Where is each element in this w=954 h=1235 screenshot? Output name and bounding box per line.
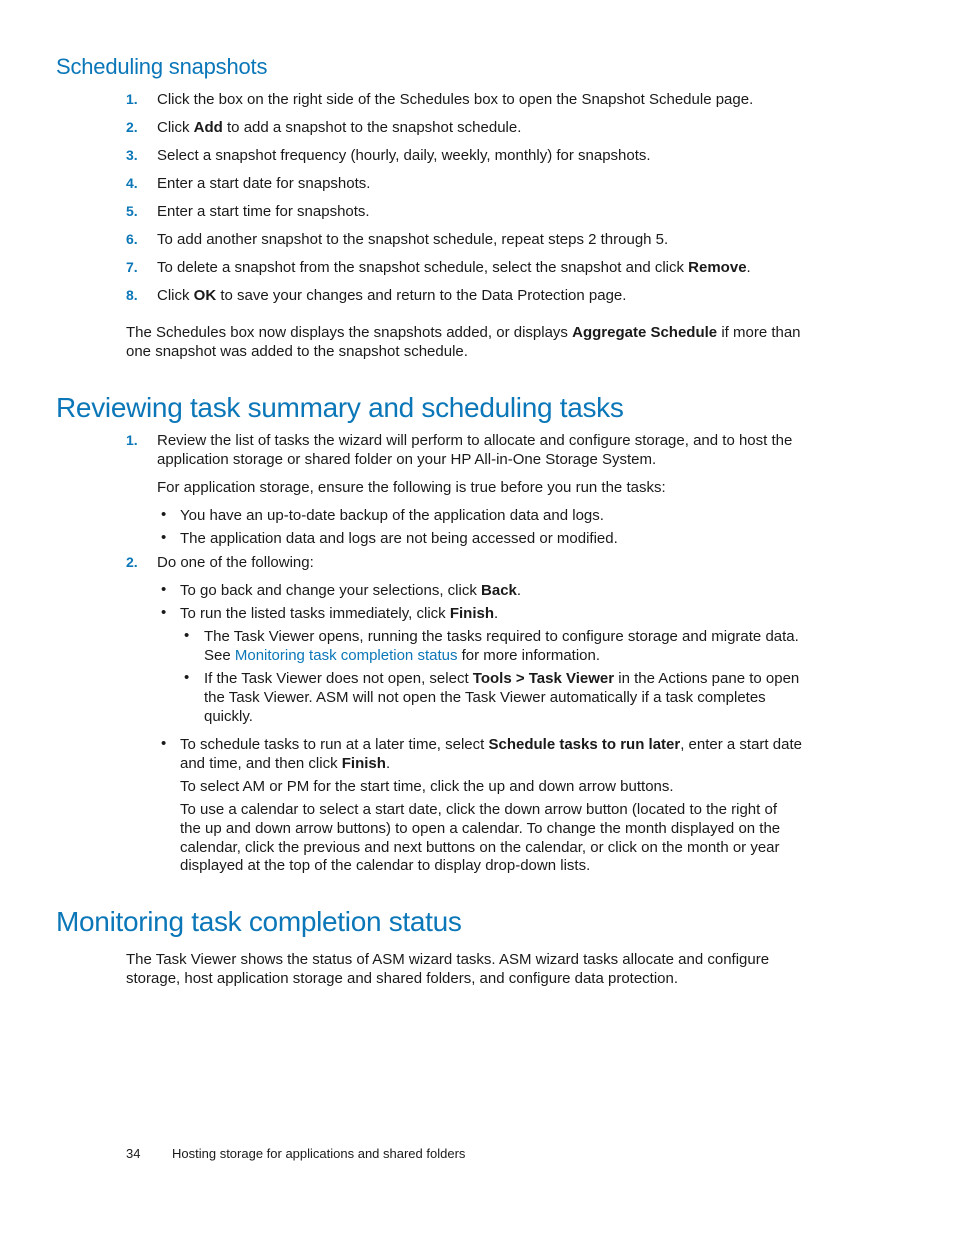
list-item: See Monitoring task completion status for more information.: [204, 647, 601, 664]
paragraph: calendar, click the previous and next buttons on the calendar, or click on the month or year: [180, 839, 780, 856]
step-text: To delete a snapshot from the snapshot schedule, select the snapshot and click Remove.: [157, 259, 751, 276]
list-item: and time, and then click Finish.: [180, 755, 391, 772]
paragraph: storage, host application storage and shared folders, and configure data protection.: [126, 970, 679, 987]
bullet-icon: •: [184, 669, 190, 686]
paragraph: one snapshot was added to the snapshot schedule.: [126, 343, 468, 360]
step-text: Enter a start date for snapshots.: [157, 175, 371, 192]
paragraph: The Task Viewer shows the status of ASM wizard tasks. ASM wizard tasks allocate and configure: [126, 951, 770, 968]
step-text: Enter a start time for snapshots.: [157, 203, 370, 220]
step-text: To add another snapshot to the snapshot schedule, repeat steps 2 through 5.: [157, 231, 669, 248]
section-heading-monitoring-status: Monitoring task completion status: [56, 906, 462, 937]
paragraph: The Schedules box now displays the snapshots added, or displays Aggregate Schedule if more than: [126, 324, 801, 341]
step-number: 8.: [126, 287, 138, 303]
paragraph: To use a calendar to select a start date, click the down arrow button (located to the right of: [180, 801, 777, 818]
list-item: To go back and change your selections, click Back.: [180, 582, 522, 599]
step-number: 3.: [126, 147, 138, 163]
step-number: 4.: [126, 175, 138, 191]
list-item: quickly.: [204, 708, 253, 725]
step-text: Click Add to add a snapshot to the snapshot schedule.: [157, 119, 522, 136]
paragraph: the up and down arrow buttons) to open a calendar. To change the month displayed on the: [180, 820, 781, 837]
bullet-icon: •: [161, 604, 167, 621]
list-item: To run the listed tasks immediately, click Finish.: [180, 605, 499, 622]
footer-text: Hosting storage for applications and shared folders: [172, 1146, 466, 1161]
paragraph: displayed at the top of the calendar to display drop-down lists.: [180, 857, 591, 874]
list-item: If the Task Viewer does not open, select Tools > Task Viewer in the Actions pane to open: [204, 670, 800, 687]
step-text: Click the box on the right side of the Schedules box to open the Snapshot Schedule page.: [157, 91, 754, 108]
page-number: 34: [126, 1146, 141, 1161]
bullet-icon: •: [161, 735, 167, 752]
paragraph: To select AM or PM for the start time, click the up and down arrow buttons.: [180, 778, 674, 795]
section-heading-scheduling-snapshots: Scheduling snapshots: [56, 54, 268, 79]
monitoring-status-link[interactable]: Monitoring task completion status: [234, 647, 458, 664]
paragraph: For application storage, ensure the following is true before you run the tasks:: [157, 479, 666, 496]
bullet-icon: •: [161, 506, 167, 523]
step-number: 1.: [126, 91, 138, 107]
bullet-icon: •: [161, 529, 167, 546]
step-number: 2.: [126, 554, 138, 570]
bullet-icon: •: [161, 581, 167, 598]
step-number: 5.: [126, 203, 138, 219]
step-number: 2.: [126, 119, 138, 135]
list-item: The Task Viewer opens, running the tasks required to configure storage and migrate data.: [204, 628, 799, 645]
section-heading-reviewing-tasks: Reviewing task summary and scheduling tasks: [56, 392, 624, 423]
step-text: Select a snapshot frequency (hourly, daily, weekly, monthly) for snapshots.: [157, 147, 651, 164]
list-item: The application data and logs are not being accessed or modified.: [180, 530, 618, 547]
step-number: 7.: [126, 259, 138, 275]
list-item: the Task Viewer. ASM will not open the Task Viewer automatically if a task completes: [204, 689, 766, 706]
step-text: Do one of the following:: [157, 554, 314, 571]
step-number: 6.: [126, 231, 138, 247]
list-item: You have an up-to-date backup of the application data and logs.: [180, 507, 604, 524]
list-item: To schedule tasks to run at a later time, select Schedule tasks to run later, enter a start date: [180, 736, 802, 753]
step-text: application storage or shared folder on your HP All-in-One Storage System.: [157, 451, 657, 468]
step-text: Review the list of tasks the wizard will perform to allocate and configure storage, and to host the: [157, 432, 793, 449]
step-number: 1.: [126, 432, 138, 448]
step-text: Click OK to save your changes and return to the Data Protection page.: [157, 287, 627, 304]
bullet-icon: •: [184, 627, 190, 644]
